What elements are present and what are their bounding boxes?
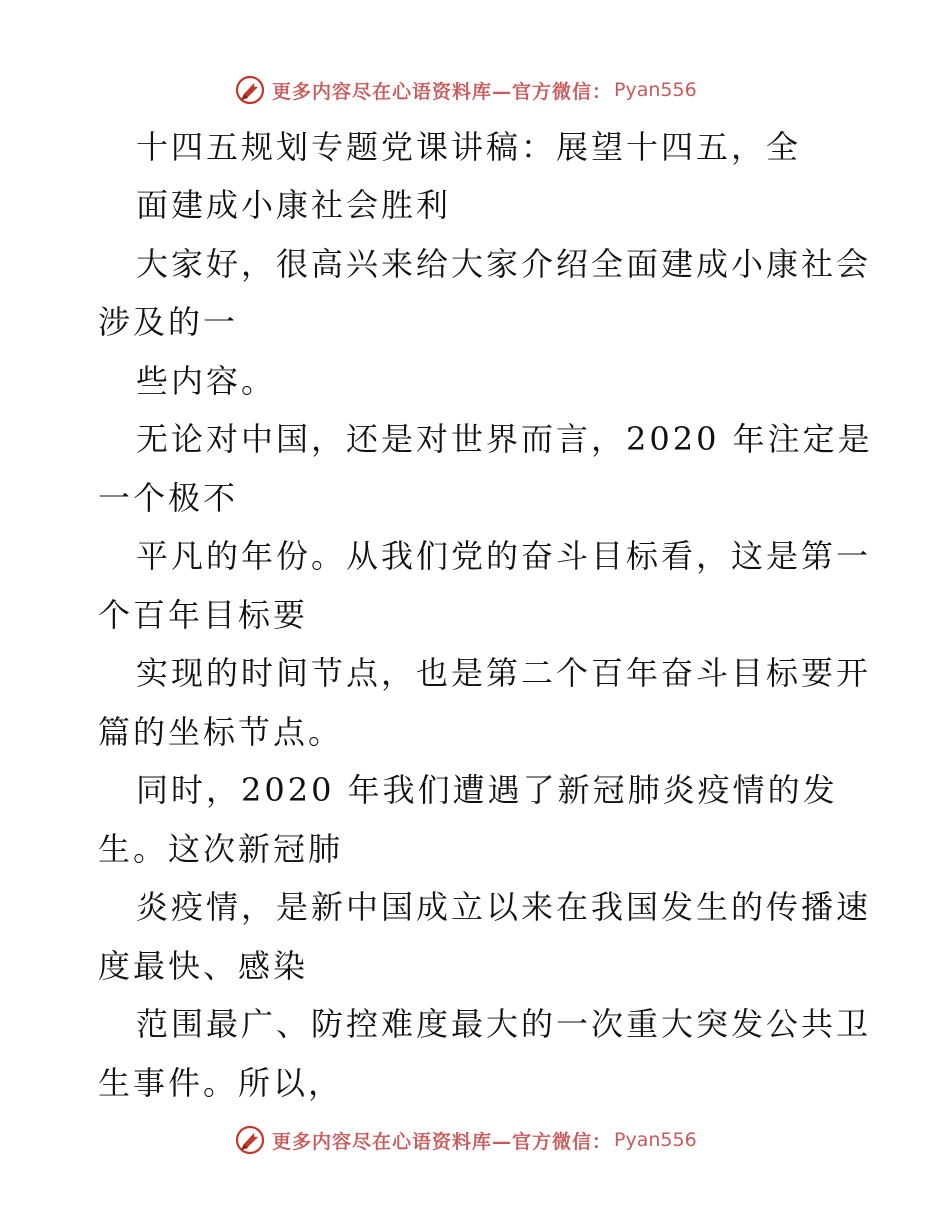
text-line: 篇的坐标节点。 bbox=[98, 713, 344, 751]
text-line: 炎疫情，是新中国成立以来在我国发生的传播速 bbox=[136, 888, 872, 926]
text-line: 生事件。所以， bbox=[98, 1064, 344, 1102]
watermark-text: 更多内容尽在心语资料库—官方微信： bbox=[272, 80, 613, 103]
document-title-line-1: 十四五规划专题党课讲稿：展望十四五，全 bbox=[136, 128, 802, 166]
text-line: 些内容。 bbox=[136, 362, 277, 400]
footer-watermark bbox=[234, 1120, 697, 1160]
document-title-line-2: 面建成小康社会胜利 bbox=[136, 186, 452, 224]
watermark-text: 更多内容尽在心语资料库—官方微信： bbox=[272, 1130, 613, 1153]
text-line: 同时，2020 年我们遭遇了新冠肺炎疫情的发 bbox=[136, 771, 838, 809]
text-line: 一个极不 bbox=[98, 479, 239, 517]
watermark-logo-icon bbox=[234, 1124, 266, 1156]
text-line: 涉及的一 bbox=[98, 303, 239, 341]
text-line: 无论对中国，还是对世界而言，2020 年注定是 bbox=[136, 420, 873, 458]
text-line: 生。这次新冠肺 bbox=[98, 830, 344, 868]
watermark-contact: Pyan556 bbox=[614, 79, 697, 101]
text-line: 度最快、感染 bbox=[98, 947, 309, 985]
text-line: 实现的时间节点，也是第二个百年奋斗目标要开 bbox=[136, 654, 872, 692]
text-line: 范围最广、防控难度最大的一次重大突发公共卫 bbox=[136, 1005, 872, 1043]
text-line: 个百年目标要 bbox=[98, 596, 309, 634]
watermark-contact: Pyan556 bbox=[614, 1129, 697, 1151]
text-line: 平凡的年份。从我们党的奋斗目标看，这是第一 bbox=[136, 537, 872, 575]
text-line: 大家好，很高兴来给大家介绍全面建成小康社会 bbox=[136, 245, 872, 283]
